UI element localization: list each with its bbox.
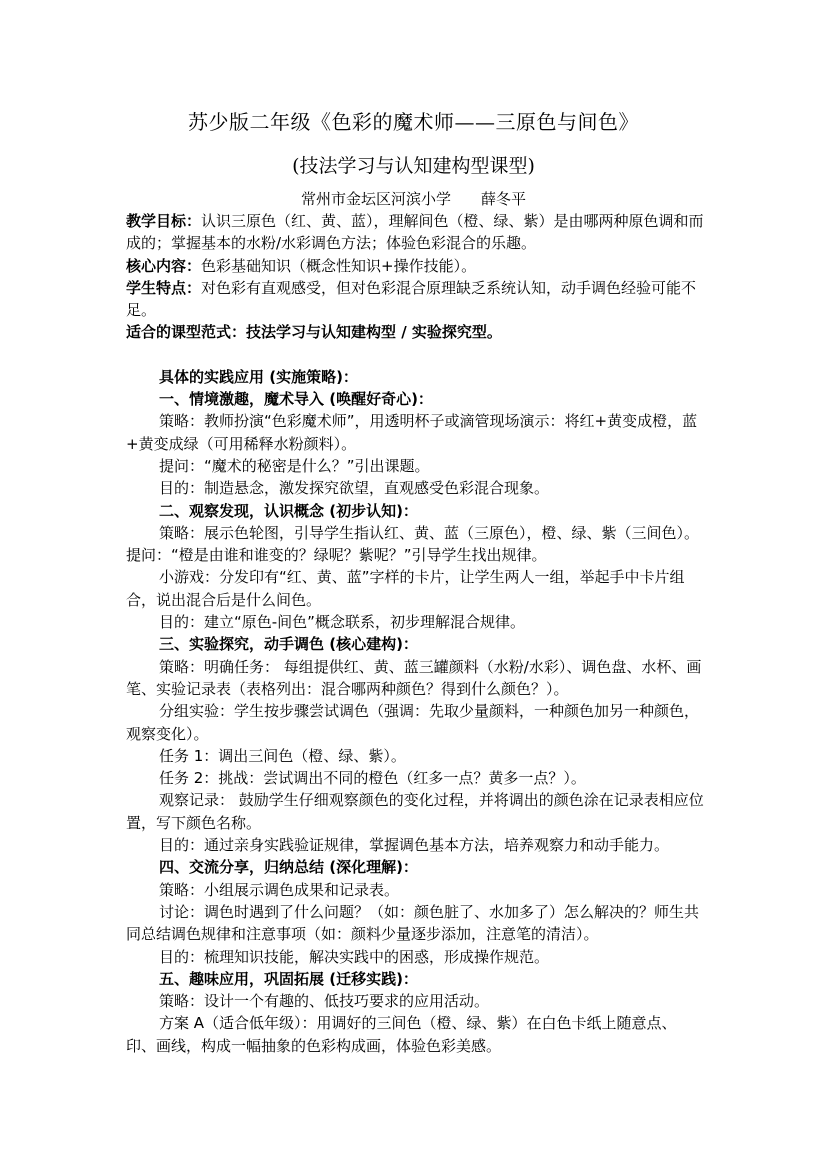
core-label: 核心内容： (126, 256, 202, 275)
section-4-heading: 四、交流分享，归纳总结 (深化理解)： (159, 858, 418, 877)
section-5-strategy: 策略：设计一个有趣的、低技巧要求的应用活动。 (159, 992, 490, 1011)
section-3-heading: 三、实验探究，动手调色 (核心建构)： (159, 635, 418, 654)
author-line: 常州市金坛区河滨小学 薛冬平 (300, 190, 526, 208)
section-3-strategy: 策略：明确任务： 每组提供红、黄、蓝三罐颜料（水粉/水彩）、调色盘、水杯、画笔、实验记录表（表格列出：混合哪两种颜色？得到什么颜色？）。 (126, 657, 702, 698)
practice-heading: 具体的实践应用 (实施策略)： (159, 367, 358, 386)
section-3-observation: 观察记录： 鼓励学生仔细观察颜色的变化过程，并将调出的颜色涂在记录表相应位置，写下颜色名称。 (126, 791, 704, 832)
section-2-question: 提问：“橙是由谁和谁变的？绿呢？紫呢？”引导学生找出规律。 (126, 546, 547, 565)
core-text: 色彩基础知识（概念性知识+操作技能）。 (201, 256, 477, 275)
section-1-heading: 一、情境激趣，魔术导入 (唤醒好奇心)： (159, 390, 433, 409)
section-3-task-2: 任务 2：挑战：尝试调出不同的橙色（红多一点？黄多一点？）。 (159, 769, 586, 788)
section-1-strategy: 策略：教师扮演“色彩魔术师”，用透明杯子或滴管现场演示：将红+黄变成橙，蓝+黄变成绿（可用稀释水粉颜料）。 (126, 412, 698, 453)
section-2-heading: 二、观察发现，认识概念 (初步认知)： (159, 501, 418, 520)
section-4-strategy: 策略：小组展示调色成果和记录表。 (159, 880, 400, 899)
page-title: 苏少版二年级《色彩的魔术师——三原色与间色》 (188, 110, 639, 134)
blank-line (126, 344, 706, 366)
section-1-question: 提问：“魔术的秘密是什么？”引出课题。 (159, 456, 430, 475)
goal-label: 教学目标： (126, 212, 202, 230)
section-4-discussion: 讨论：调色时遇到了什么问题？（如：颜色脏了、水加多了）怎么解决的？师生共同总结调色规律和注意事项（如：颜料少量逐步添加，注意笔的清洁）。 (126, 902, 700, 944)
section-5-heading: 五、趣味应用，巩固拓展 (迁移实践)： (159, 969, 418, 988)
document-body (126, 210, 706, 1057)
section-3-task-1: 任务 1：调出三间色（橙、绿、紫）。 (159, 746, 406, 765)
page-subtitle: (技法学习与认知建构型课型) (292, 155, 535, 177)
section-4-purpose: 目的：梳理知识技能，解决实践中的困惑，形成操作规范。 (159, 947, 550, 966)
section-1-purpose: 目的：制造悬念，激发探究欲望，直观感受色彩混合现象。 (159, 479, 550, 498)
model-paragraph: 适合的课型范式：技法学习与认知建构型 / 实验探究型。 (126, 323, 502, 342)
student-text: 对色彩有直观感受，但对色彩混合原理缺乏系统认知，动手调色经验可能不足。 (126, 278, 697, 320)
core-paragraph (126, 255, 706, 277)
section-3-purpose: 目的：通过亲身实践验证规律，掌握调色基本方法，培养观察力和动手能力。 (159, 836, 670, 855)
section-3-group-experiment: 分组实验：学生按步骤尝试调色（强调：先取少量颜料，一种颜色加另一种颜色，观察变化）。 (126, 702, 700, 743)
goal-text: 认识三原色（红、黄、蓝），理解间色（橙、绿、紫）是由哪两种原色调和而成的；掌握基本的水粉/水彩调色方法；体验色彩混合的乐趣。 (126, 212, 704, 253)
student-paragraph (126, 277, 706, 322)
section-2-game: 小游戏：分发印有“红、黄、蓝”字样的卡片，让学生两人一组，举起手中卡片组合，说出混合后是什么间色。 (126, 568, 685, 609)
section-5-plan-a: 方案 A（适合低年级）：用调好的三间色（橙、绿、紫）在白色卡纸上随意点、印、画线，构成一幅抽象的色彩构成画，体验色彩美感。 (126, 1014, 677, 1055)
goal-paragraph (126, 210, 706, 255)
student-label: 学生特点： (126, 278, 202, 297)
section-2-strategy: 策略：展示色轮图，引导学生指认红、黄、蓝（三原色），橙、绿、紫（三间色）。 (159, 523, 700, 542)
section-2-purpose: 目的：建立“原色-间色”概念联系，初步理解混合规律。 (159, 613, 525, 632)
